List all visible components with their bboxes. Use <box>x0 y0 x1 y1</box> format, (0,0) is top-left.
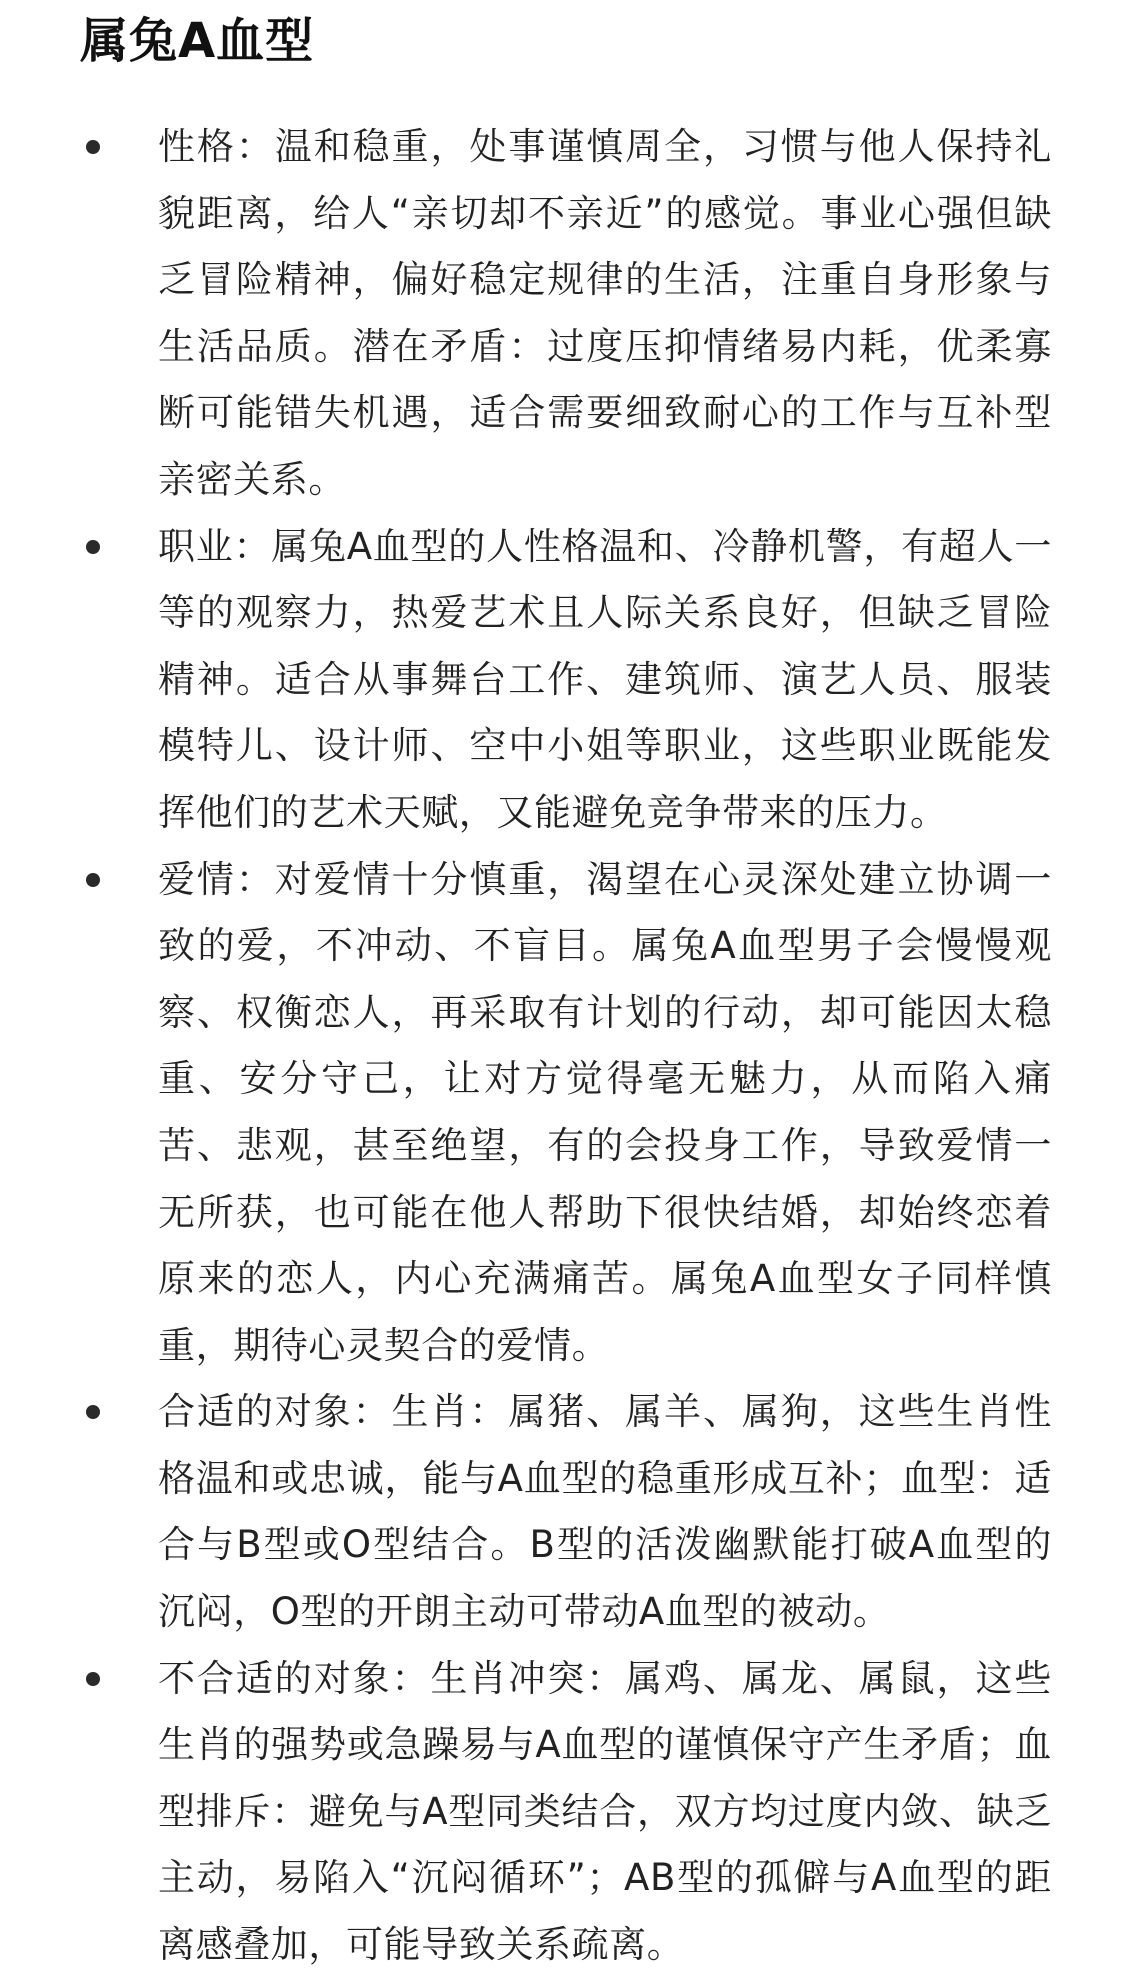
bullet-dot-icon <box>86 540 100 554</box>
list-item-love <box>0 847 1140 1380</box>
bullet-list <box>0 114 1140 1979</box>
list-item-text: 职业：属兔A血型的人性格温和、冷静机警，有超人一等的观察力，热爱艺术且人际关系良好，但缺乏冒险精神。适合从事舞台工作、建筑师、演艺人员、服装模特儿、设计师、空中小姐等职业，这些职业既能发挥他们的艺术天赋，又能避免竞争带来的压力。 <box>158 524 1052 834</box>
bullet-dot-icon <box>86 873 100 887</box>
bullet-dot-icon <box>86 1672 100 1686</box>
list-item-text: 爱情：对爱情十分慎重，渴望在心灵深处建立协调一致的爱，不冲动、不盲目。属兔A血型男子会慢慢观察、权衡恋人，再采取有计划的行动，却可能因太稳重、安分守己，让对方觉得毫无魅力，从而陷入痛苦、悲观，甚至绝望，有的会投身工作，导致爱情一无所获，也可能在他人帮助下很快结婚，却始终恋着原来的恋人，内心充满痛苦。属兔A血型女子同样慎重，期待心灵契合的爱情。 <box>158 857 1052 1367</box>
bullet-dot-icon <box>86 140 100 154</box>
page-title: 属兔A血型 <box>80 13 315 69</box>
list-item-text: 不合适的对象：生肖冲突：属鸡、属龙、属鼠，这些生肖的强势或急躁易与A血型的谨慎保守产生矛盾；血型排斥：避免与A型同类结合，双方均过度内敛、缺乏主动，易陷入“沉闷循环”；AB型的孤僻与A血型的距离感叠加，可能导致关系疏离。 <box>158 1656 1052 1967</box>
watermark-fade <box>940 1928 1140 1988</box>
bullet-dot-icon <box>86 1405 100 1419</box>
list-item-suitable-match <box>0 1379 1140 1645</box>
list-item-career <box>0 514 1140 847</box>
list-item-personality <box>0 114 1140 514</box>
list-item-text: 性格：温和稳重，处事谨慎周全，习惯与他人保持礼貌距离，给人“亲切却不亲近”的感觉。事业心强但缺乏冒险精神，偏好稳定规律的生活，注重自身形象与生活品质。潜在矛盾：过度压抑情绪易内耗，优柔寡断可能错失机遇，适合需要细致耐心的工作与互补型亲密关系。 <box>158 125 1052 501</box>
list-item-text: 合适的对象：生肖：属猪、属羊、属狗，这些生肖性格温和或忠诚，能与A血型的稳重形成互补；血型：适合与B型或O型结合。B型的活泼幽默能打破A血型的沉闷，O型的开朗主动可带动A血型的被动。 <box>158 1390 1052 1634</box>
